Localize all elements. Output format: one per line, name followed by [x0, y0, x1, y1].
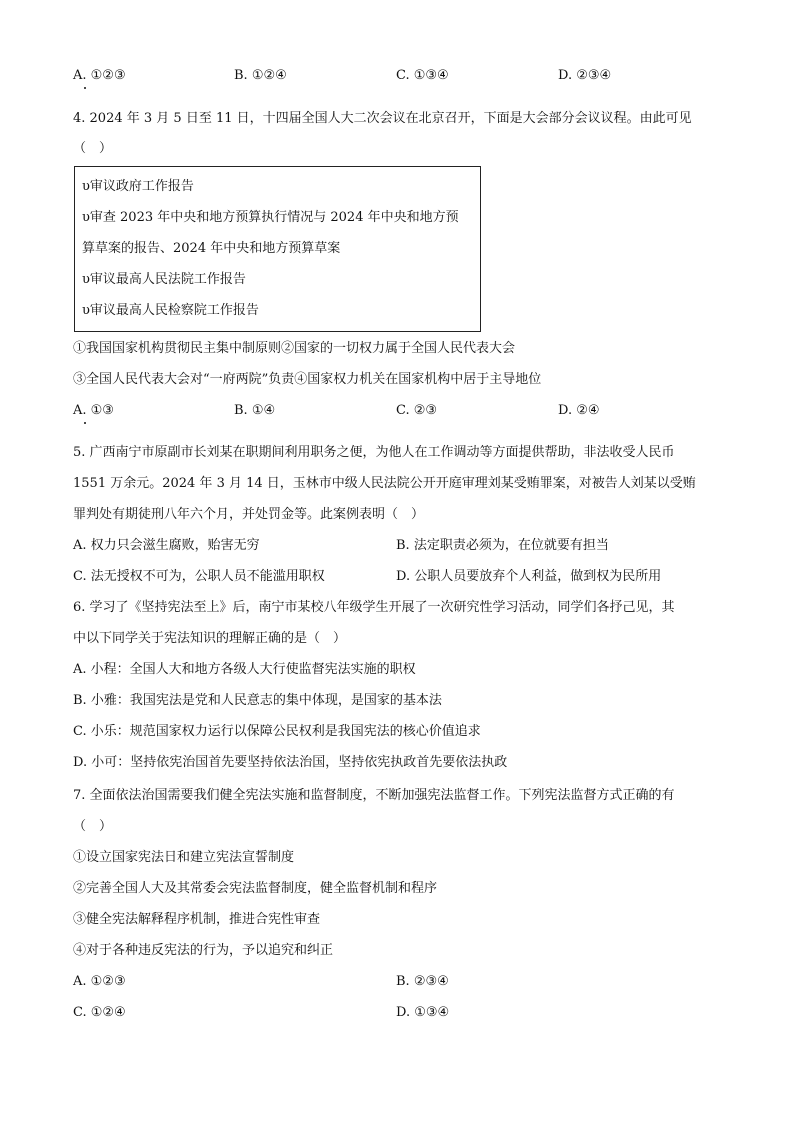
q7-statement-1: ①设立国家宪法日和建立宪法宣誓制度 [73, 850, 295, 865]
q4-option-b[interactable]: B. ①④ [234, 403, 276, 418]
q5-stem-line-2: 1551 万余元。2024 年 3 月 14 日，玉林市中级人民法院公开开庭审理刘某受贿罪案，对被告人刘某以受贿 [73, 476, 696, 491]
q5-option-a[interactable]: A. 权力只会滋生腐败，贻害无穷 [73, 538, 260, 553]
agenda-item: υ审议最高人民检察院工作报告 [82, 303, 259, 318]
q4-stem-line-2: （ ） [73, 141, 113, 156]
q6-option-d[interactable]: D. 小可：坚持依宪治国首先要坚持依法治国，坚持依宪执政首先要依法执政 [73, 755, 508, 770]
q3-option-b[interactable]: B. ①②④ [234, 68, 287, 83]
q4-agenda-box [74, 166, 481, 332]
q7-statement-2: ②完善全国人大及其常委会宪法监督制度，健全监督机制和程序 [73, 881, 438, 896]
q4-option-a[interactable]: A. ①③ [73, 403, 114, 418]
q7-option-c[interactable]: C. ①②④ [73, 1005, 126, 1020]
decorative-dot [84, 422, 86, 424]
q7-stem-line-2: （ ） [73, 819, 113, 834]
q3-option-d[interactable]: D. ②③④ [558, 68, 612, 83]
q7-statement-3: ③健全宪法解释程序机制，推进合宪性审查 [73, 912, 321, 927]
q4-option-c[interactable]: C. ②③ [396, 403, 438, 418]
q4-stem-line-1: 4. 2024 年 3 月 5 日至 11 日，十四届全国人大二次会议在北京召开，下面是大会部分会议议程。由此可见 [73, 111, 692, 126]
agenda-item: υ审议政府工作报告 [82, 179, 194, 194]
q7-stem-line-1: 7. 全面依法治国需要我们健全宪法实施和监督制度，不断加强宪法监督工作。下列宪法监督方式正确的有 [73, 788, 675, 803]
q5-option-c[interactable]: C. 法无授权不可为，公职人员不能滥用职权 [73, 569, 325, 584]
agenda-item: υ审查 2023 年中央和地方预算执行情况与 2024 年中央和地方预 [82, 210, 459, 225]
q7-option-b[interactable]: B. ②③④ [396, 974, 449, 989]
q7-option-a[interactable]: A. ①②③ [73, 974, 126, 989]
q5-option-b[interactable]: B. 法定职责必须为，在位就要有担当 [396, 538, 609, 553]
q6-option-c[interactable]: C. 小乐：规范国家权力运行以保障公民权利是我国宪法的核心价值追求 [73, 724, 481, 739]
decorative-dot [84, 87, 86, 89]
q4-option-d[interactable]: D. ②④ [558, 403, 600, 418]
q5-stem-line-1: 5. 广西南宁市原副市长刘某在职期间利用职务之便，为他人在工作调动等方面提供帮助，非法收受人民币 [73, 445, 675, 460]
q5-option-d[interactable]: D. 公职人员要放弃个人利益，做到权为民所用 [396, 569, 662, 584]
q7-option-d[interactable]: D. ①③④ [396, 1005, 450, 1020]
q4-statements-line-1: ①我国国家机构贯彻民主集中制原则②国家的一切权力属于全国人民代表大会 [73, 341, 516, 356]
q6-option-b[interactable]: B. 小雅：我国宪法是党和人民意志的集中体现，是国家的基本法 [73, 693, 442, 708]
q6-option-a[interactable]: A. 小程：全国人大和地方各级人大行使监督宪法实施的职权 [73, 662, 416, 677]
q4-statements-line-2: ③全国人民代表大会对“一府两院”负责④国家权力机关在国家机构中居于主导地位 [73, 372, 542, 387]
q6-stem-line-2: 中以下同学关于宪法知识的理解正确的是（ ） [73, 631, 347, 646]
agenda-item: υ审议最高人民法院工作报告 [82, 272, 246, 287]
q3-option-a[interactable]: A. ①②③ [73, 68, 126, 83]
q7-statement-4: ④对于各种违反宪法的行为，予以追究和纠正 [73, 943, 334, 958]
q3-option-c[interactable]: C. ①③④ [396, 68, 449, 83]
q6-stem-line-1: 6. 学习了《坚持宪法至上》后，南宁市某校八年级学生开展了一次研究性学习活动，同学们各抒己见，其 [73, 600, 675, 615]
agenda-item-continued: 算草案的报告、2024 年中央和地方预算草案 [82, 241, 341, 256]
q5-stem-line-3: 罪判处有期徒刑八年六个月，并处罚金等。此案例表明（ ） [73, 507, 425, 522]
